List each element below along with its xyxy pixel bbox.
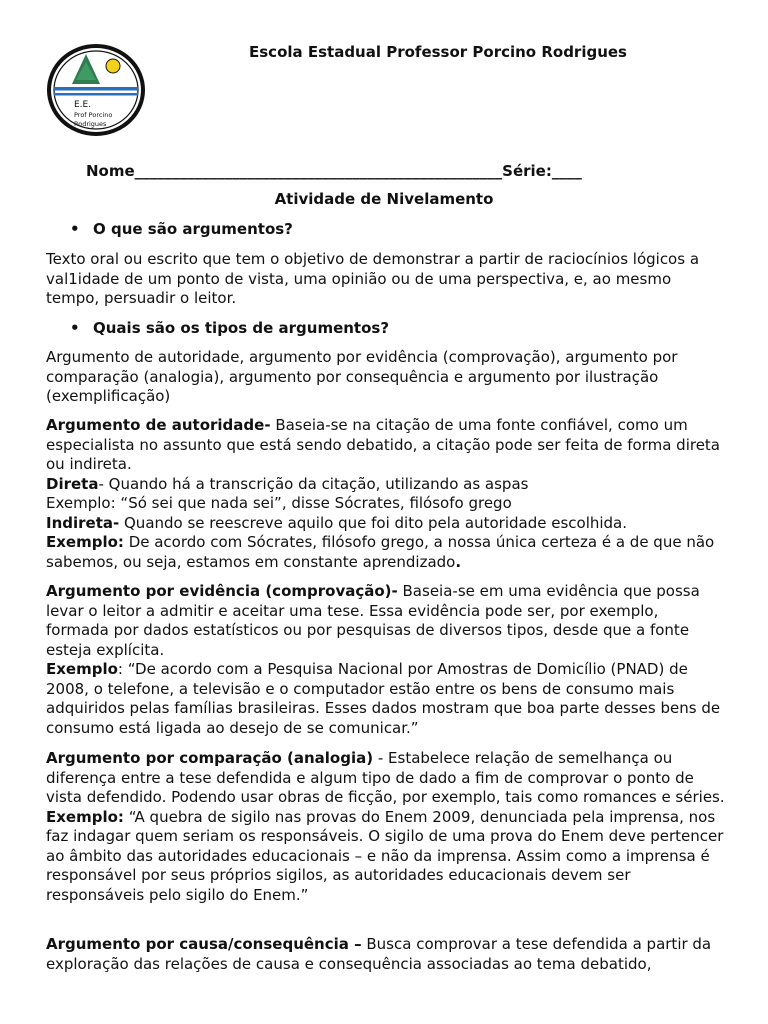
activity-title: Atividade de Nivelamento — [274, 190, 494, 208]
logo-text-3: Rodrigues — [74, 120, 107, 128]
direta-paragraph — [46, 475, 726, 495]
consequencia-paragraph — [46, 935, 726, 974]
question-2 — [70, 319, 389, 337]
evidencia-example — [46, 660, 726, 738]
example-text: “A quebra de sigilo nas provas do Enem 2009, denunciada pela imprensa, nos faz indagar quem seriam os responsáveis. O sigilo de uma prova do Enem deve pertencer ao âmbito das autoridades educacionais – e não da imprensa. Assim como a imprensa é responsável por seus próprios sigilos, as autoridades educacionais devem ser responsáveis pelo sigilo do Enem.” — [46, 807, 724, 904]
autoridade-label: Argumento de autoridade- — [46, 416, 271, 434]
indireta-label: Indireta- — [46, 513, 120, 532]
logo-text-2: Prof Porcino — [74, 111, 113, 119]
example-text: De acordo com Sócrates, filósofo grego, a nossa única certeza é a de que não sabemos, ou seja, estamos em constante aprendizado — [46, 533, 715, 571]
evidencia-label: Argumento por evidência (comprovação)- — [46, 582, 398, 600]
example-label: Exemplo — [46, 660, 118, 678]
name-field-line: Nome_________________________________________________Série:____ — [86, 162, 582, 180]
comparacao-paragraph — [46, 749, 726, 808]
direta-example: Exemplo: “Só sei que nada sei”, disse Sócrates, filósofo grego — [46, 494, 512, 512]
sun-icon — [106, 59, 120, 73]
question-1 — [70, 220, 293, 238]
autoridade-example — [46, 533, 726, 572]
example-label: Exemplo: — [46, 533, 124, 551]
section-autoridade — [46, 416, 726, 572]
section-comparacao — [46, 749, 726, 905]
water-stripes — [54, 87, 138, 91]
logo-text-1: E.E. — [74, 100, 92, 110]
comparacao-label: Argumento por comparação (analogia) — [46, 749, 374, 767]
direta-text: - Quando há a transcrição da citação, utilizando as aspas — [98, 474, 529, 493]
evidencia-text: Baseia-se em uma evidência que possa levar o leitor a admitir e aceitar uma tese. Essa evidência pode ser, por exemplo, formada por dados estatísticos ou por pesquisas de diversos tipos, desde que a fonte esteja explícita. — [46, 582, 700, 659]
comparacao-text: - Estabelece relação de semelhança ou diferença entre a tese defendida e algum tipo de dado a fim de comprovar o ponto de vista defendido. Podendo usar obras de ficção, por exemplo, tais como romances e séries. — [46, 749, 725, 806]
autoridade-paragraph — [46, 416, 726, 475]
example-label: Exemplo: — [46, 807, 124, 826]
comparacao-example — [46, 808, 726, 906]
consequencia-text: Busca comprovar a tese defendida a partir da exploração das relações de causa e consequência associadas ao tema debatido, — [46, 935, 712, 973]
answer-2 — [46, 348, 726, 407]
section-consequencia — [46, 935, 726, 974]
question-2-heading: Quais são os tipos de argumentos? — [93, 319, 390, 337]
example-text: : “De acordo com a Pesquisa Nacional por Amostras de Domicílio (PNAD) de 2008, o telefone, a televisão e o computador estão entre os bens de consumo mais adquiridos pelas famílias brasileiras. Esses dados mostram que boa parte desses bens de consumo está ligada ao desejo de se comunicar.” — [46, 660, 721, 737]
indireta-text: Quando se reescreve aquilo que foi dito pela autoridade escolhida. — [119, 513, 628, 532]
answer-1-text: Texto oral ou escrito que tem o objetivo de demonstrar a partir de raciocínios lógicos a val1idade de um ponto de vista, uma opinião ou de uma perspectiva, e, ao mesmo tempo, persuadir o leitor. — [46, 250, 700, 307]
school-name: Escola Estadual Professor Porcino Rodrigues — [249, 43, 627, 61]
autoridade-text: Baseia-se na citação de uma fonte confiável, como um especialista no assunto que está sendo debatido, a citação pode ser feita de forma direta ou indireta. — [46, 416, 721, 473]
bullet-dot: • — [70, 220, 80, 238]
evidencia-paragraph — [46, 582, 726, 660]
question-1-heading: O que são argumentos? — [93, 220, 293, 238]
answer-2-text: Argumento de autoridade, argumento por evidência (comprovação), argumento por comparação (analogia), argumento por consequência e argumento por ilustração (exemplificação) — [46, 348, 678, 405]
school-logo — [46, 44, 146, 136]
indireta-paragraph — [46, 514, 726, 534]
answer-1 — [46, 250, 726, 309]
direta-label: Direta — [46, 474, 99, 493]
consequencia-label: Argumento por causa/consequência – — [46, 935, 362, 953]
bullet-dot: • — [70, 319, 80, 337]
example-end: . — [455, 552, 462, 571]
section-evidencia — [46, 582, 726, 738]
